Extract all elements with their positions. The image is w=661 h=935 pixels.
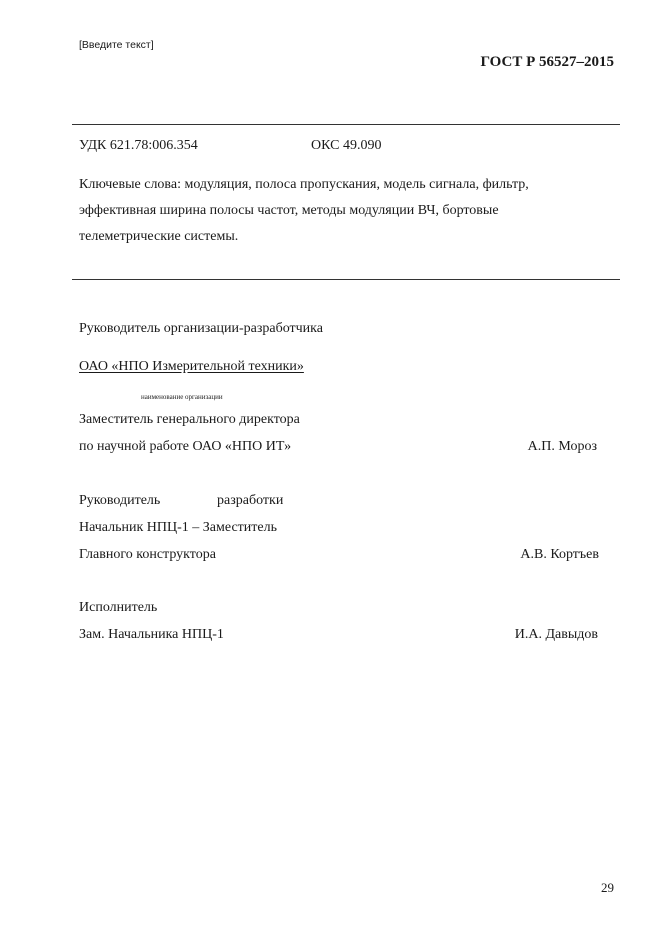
standard-designation: ГОСТ Р 56527–2015 <box>480 54 614 70</box>
lead-title-right: разработки <box>217 493 284 508</box>
executor-heading: Исполнитель <box>79 600 158 615</box>
deputy-title-line-2: по научной работе ОАО «НПО ИТ» <box>79 439 292 454</box>
keywords-line-2: эффективная ширина полосы частот, методы модуляции ВЧ, бортовые <box>79 203 499 218</box>
deputy-name: А.П. Мороз <box>527 439 597 454</box>
deputy-title-line-1: Заместитель генерального директора <box>79 412 300 427</box>
lead-name: А.В. Кортъев <box>520 547 599 562</box>
lead-title-left: Руководитель <box>79 493 161 508</box>
top-divider <box>72 124 620 125</box>
lead-position-line-1: Начальник НПЦ-1 – Заместитель <box>79 520 277 535</box>
keywords-line-1: Ключевые слова: модуляция, полоса пропускания, модель сигнала, фильтр, <box>79 177 529 192</box>
organization-caption: наименование организации <box>141 393 223 401</box>
keywords-line-3: телеметрические системы. <box>79 229 239 244</box>
organization-name: ОАО «НПО Измерительной техники» <box>79 359 304 374</box>
executor-name: И.А. Давыдов <box>514 627 598 642</box>
oks-code: ОКС 49.090 <box>311 138 382 153</box>
header-placeholder[interactable]: [Введите текст] <box>79 39 154 51</box>
developer-heading: Руководитель организации-разработчика <box>79 321 323 336</box>
bottom-divider <box>72 279 620 280</box>
udk-code: УДК 621.78:006.354 <box>79 138 198 153</box>
page-number: 29 <box>601 880 614 895</box>
lead-position-line-2: Главного конструктора <box>79 547 216 562</box>
executor-position: Зам. Начальника НПЦ-1 <box>79 627 224 642</box>
